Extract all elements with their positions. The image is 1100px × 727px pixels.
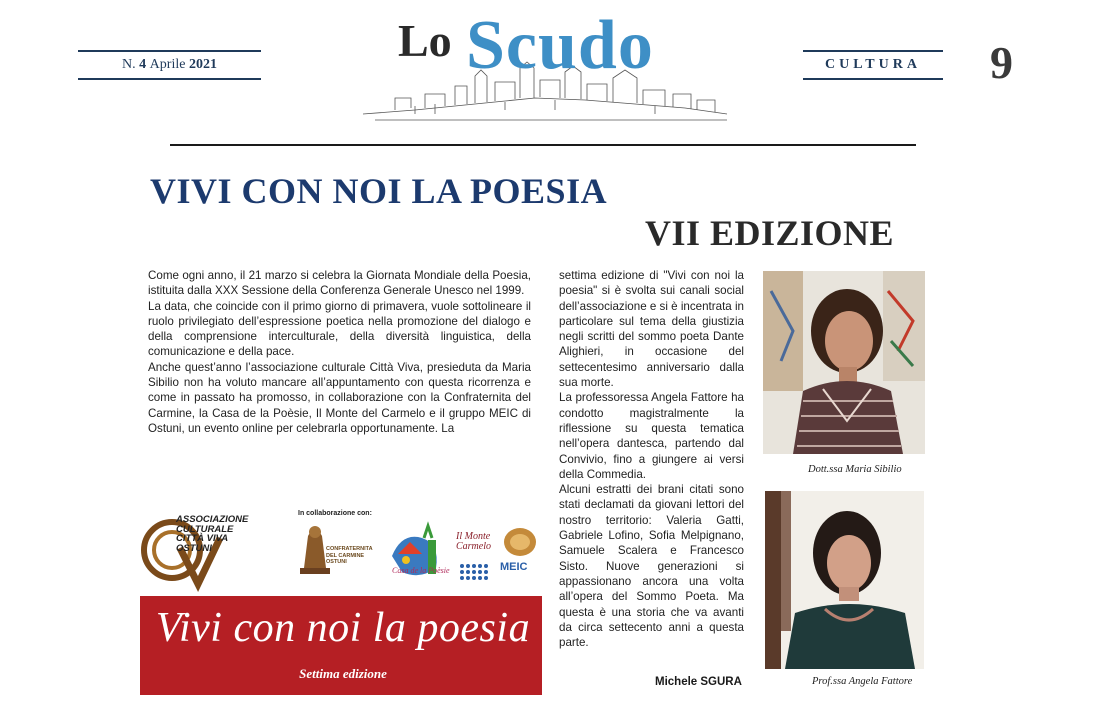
assoc-logo-text: [176, 515, 248, 553]
article-title: VIVI CON NOI LA POESIA: [150, 171, 608, 211]
confr-line: CONFRATERNITA: [326, 546, 373, 552]
confraternita-logo-text: [326, 546, 373, 566]
page-number: 9: [990, 37, 1013, 88]
casa-poesie-logo-text: Casa de la Poèsie: [392, 566, 450, 575]
monte-line: Carmelo: [456, 541, 491, 552]
assoc-line: CITTÀ VIVA: [176, 533, 229, 544]
paragraph: Anche quest’anno l’associazione culturale Città Viva, presieduta da Maria Sibilio non ha voluto mancare all’appuntamento con questa ricorrenza e come in passato ha promosso, in collaborazione con la Confraternita del Carmine, la Casa de la Poèsie, Il Monte del Carmelo e il gruppo MEIC di Ostuni, un evento online per celebrarla opportunamente. La: [148, 360, 531, 435]
paragraph: Come ogni anno, il 21 marzo si celebra la Giornata Mondiale della Poesia, istituita dalla XXX Sessione della Conferenza Generale Unesco nel 1999.: [148, 269, 531, 298]
photo-caption: Dott.ssa Maria Sibilio: [808, 464, 902, 475]
paragraph: Alcuni estratti dei brani citati sono stati declamati da giovani lettori del nostro territorio: Valeria Gatti, Gabriele Lofino, Sofia Melpignano, Samuele Scalera e Francesco Sisto. Nuove generazioni si appassionano ancora una volta all’opera del Sommo Poeta. Ma questa è una storia che va avanti da circa settecento anni a questa parte.: [559, 483, 744, 650]
author-signature: Michele SGURA: [655, 676, 742, 688]
banner-subtitle: Settima edizione: [299, 666, 387, 681]
issue-month: Aprile: [149, 57, 186, 72]
banner-title: Vivi con noi la poesia: [155, 605, 531, 651]
paragraph: La professoressa Angela Fattore ha condotto magistralmente la riflessione su questa tematica nell’opera dantesca, partendo dal Convivio, fino a giungere ai versi della Commedia.: [559, 391, 744, 481]
issue-year: 2021: [188, 57, 217, 72]
photo-maria-sibilio: [763, 271, 925, 454]
meic-logo-text: MEIC: [500, 561, 528, 573]
paragraph: La data, che coincide con il primo giorno di primavera, vuole sottolineare il ruolo privilegiato dell’espressione poetica nella promozione del dialogo e della comprensione interculturale, della diversità linguistica, della comunicazione e della pace.: [148, 299, 531, 359]
monte-carmelo-logo-text: [456, 532, 491, 552]
header-rule: [170, 144, 916, 146]
logo-scudo: Scudo: [466, 7, 654, 84]
assoc-line: CULTURALE: [176, 523, 234, 535]
assoc-line: ASSOCIAZIONE: [176, 514, 249, 525]
photo-caption: Prof.ssa Angela Fattore: [812, 676, 913, 687]
paragraph: settima edizione di "Vivi con noi la poesia" si è svolta sui canali social dell’associazione e si è incentrata in particolare sul tema della giustizia negli scritti del sommo poeta Dante Alighieri, in occasione del settecentesimo anniversario dalla sua morte.: [559, 269, 744, 390]
confr-line: OSTUNI: [326, 559, 347, 565]
article-subtitle: VII EDIZIONE: [645, 213, 895, 253]
issue-info: [78, 50, 261, 80]
issue-prefix: N.: [122, 57, 136, 72]
photo-angela-fattore: [765, 491, 924, 669]
section-label: CULTURA: [803, 50, 943, 80]
issue-number: 4: [139, 57, 147, 72]
logo-lo: Lo: [398, 15, 452, 66]
collaboration-label: In collaborazione con:: [298, 510, 372, 517]
article-column-1: [148, 268, 531, 436]
monte-line: Il Monte: [456, 531, 491, 542]
confr-line: DEL CARMINE: [326, 552, 365, 559]
assoc-line: OSTUNI: [176, 542, 212, 554]
article-column-2: [559, 268, 744, 650]
